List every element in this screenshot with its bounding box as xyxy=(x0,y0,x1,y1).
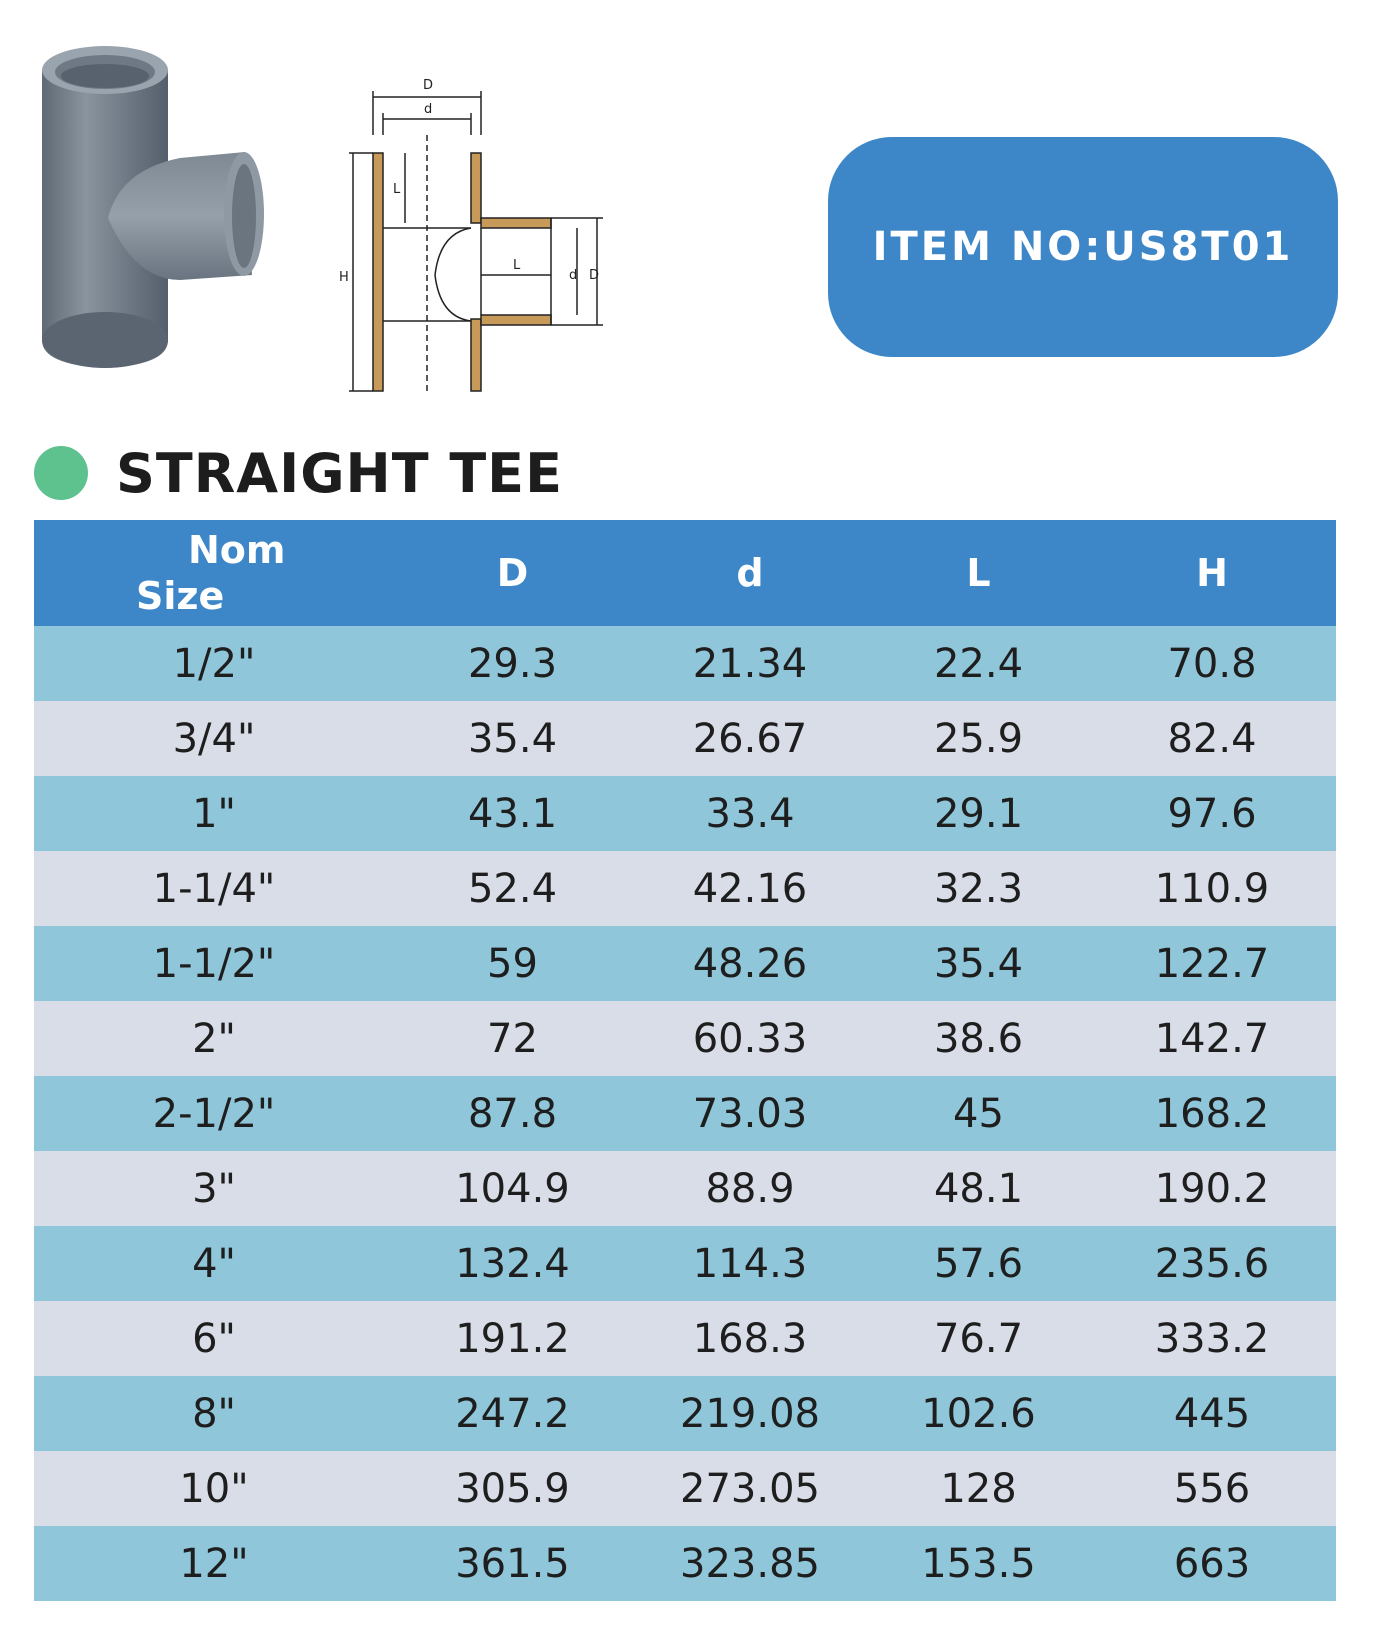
table-body xyxy=(34,626,1336,1601)
table-row xyxy=(34,1301,1336,1376)
table-cell: 82.4 xyxy=(1167,715,1257,762)
table-row xyxy=(34,1451,1336,1526)
table-cell: 22.4 xyxy=(933,640,1024,687)
table-header xyxy=(34,520,1336,626)
table-cell: 10" xyxy=(179,1465,249,1512)
drawing-label-d: d xyxy=(424,102,433,117)
table-cell: 2" xyxy=(192,1015,236,1062)
table-cell: 142.7 xyxy=(1154,1015,1270,1062)
table-row xyxy=(34,926,1336,1001)
page-title: STRAIGHT TEE xyxy=(116,441,563,505)
header-nom-line1: Nom xyxy=(188,528,286,572)
table-cell: 128 xyxy=(940,1465,1017,1512)
table-cell: 333.2 xyxy=(1154,1315,1270,1362)
table-cell: 168.3 xyxy=(692,1315,808,1362)
table-cell: 361.5 xyxy=(455,1540,570,1587)
product-photo xyxy=(30,40,290,390)
table-row xyxy=(34,776,1336,851)
table-cell: 235.6 xyxy=(1154,1240,1270,1287)
table-cell: 97.6 xyxy=(1167,790,1257,837)
drawing-label-D: D xyxy=(423,78,434,93)
table-cell: 48.26 xyxy=(692,940,808,987)
table-cell: 122.7 xyxy=(1154,940,1270,987)
table-cell: 35.4 xyxy=(933,940,1024,987)
table-cell: 38.6 xyxy=(933,1015,1024,1062)
title-row xyxy=(34,440,563,506)
table-cell: 72 xyxy=(487,1015,538,1062)
table-row xyxy=(34,1376,1336,1451)
table-cell: 273.05 xyxy=(680,1465,820,1512)
table-cell: 21.34 xyxy=(692,640,808,687)
item-number-box xyxy=(828,137,1338,357)
table-cell: 26.67 xyxy=(692,715,808,762)
header-D: D xyxy=(496,551,529,595)
table-cell: 102.6 xyxy=(921,1390,1036,1437)
table-cell: 59 xyxy=(487,940,538,987)
table-row xyxy=(34,1151,1336,1226)
table-cell: 219.08 xyxy=(680,1390,820,1437)
table-cell: 323.85 xyxy=(680,1540,820,1587)
table-cell: 48.1 xyxy=(933,1165,1024,1212)
table-cell: 305.9 xyxy=(455,1465,570,1512)
table-row xyxy=(34,1226,1336,1301)
table-cell: 2-1/2" xyxy=(152,1090,276,1137)
table-row xyxy=(34,1001,1336,1076)
table-cell: 42.16 xyxy=(692,865,808,912)
table-cell: 168.2 xyxy=(1154,1090,1270,1137)
bullet-dot-icon xyxy=(34,446,88,500)
drawing-label-L-branch: L xyxy=(513,258,521,273)
table-cell: 247.2 xyxy=(455,1390,570,1437)
table-cell: 88.9 xyxy=(705,1165,795,1212)
table-cell: 1" xyxy=(192,790,236,837)
table-cell: 445 xyxy=(1173,1390,1251,1437)
table-cell: 556 xyxy=(1173,1465,1251,1512)
table-cell: 6" xyxy=(192,1315,236,1362)
table-cell: 35.4 xyxy=(467,715,558,762)
table-row xyxy=(34,1076,1336,1151)
table-cell: 25.9 xyxy=(933,715,1024,762)
table-cell: 1/2" xyxy=(172,640,256,687)
header-L: L xyxy=(966,551,991,595)
drawing-label-D-branch: D xyxy=(589,268,600,283)
table-row xyxy=(34,701,1336,776)
table-row xyxy=(34,626,1336,701)
table-cell: 4" xyxy=(192,1240,236,1287)
table-cell: 76.7 xyxy=(933,1315,1024,1362)
table-cell: 132.4 xyxy=(455,1240,570,1287)
header-nom-line2: Size xyxy=(136,574,225,618)
table-cell: 73.03 xyxy=(692,1090,808,1137)
header-d: d xyxy=(736,551,764,595)
header-nom-size xyxy=(34,520,394,626)
table-cell: 3" xyxy=(192,1165,236,1212)
table-cell: 57.6 xyxy=(933,1240,1024,1287)
table-row xyxy=(34,851,1336,926)
drawing-label-L: L xyxy=(393,182,401,197)
spec-table xyxy=(34,520,1336,1601)
table-cell: 60.33 xyxy=(692,1015,808,1062)
table-cell: 663 xyxy=(1173,1540,1251,1587)
table-cell: 114.3 xyxy=(692,1240,808,1287)
table-cell: 70.8 xyxy=(1167,640,1257,687)
table-cell: 43.1 xyxy=(467,790,558,837)
table-cell: 190.2 xyxy=(1154,1165,1270,1212)
table-cell: 104.9 xyxy=(455,1165,570,1212)
table-cell: 87.8 xyxy=(467,1090,558,1137)
table-cell: 153.5 xyxy=(921,1540,1036,1587)
drawing-label-H: H xyxy=(339,270,349,285)
table-cell: 29.1 xyxy=(933,790,1024,837)
table-cell: 45 xyxy=(953,1090,1004,1137)
header-H: H xyxy=(1196,551,1228,595)
table-cell: 52.4 xyxy=(467,865,558,912)
item-number: ITEM NO:US8T01 xyxy=(872,224,1294,270)
table-cell: 1-1/2" xyxy=(152,940,276,987)
table-cell: 110.9 xyxy=(1154,865,1270,912)
table-cell: 29.3 xyxy=(467,640,558,687)
table-cell: 33.4 xyxy=(705,790,795,837)
technical-drawing xyxy=(339,75,635,415)
table-cell: 1-1/4" xyxy=(152,865,276,912)
table-cell: 191.2 xyxy=(455,1315,570,1362)
table-cell: 32.3 xyxy=(933,865,1024,912)
table-row xyxy=(34,1526,1336,1601)
table-cell: 8" xyxy=(192,1390,236,1437)
table-cell: 3/4" xyxy=(172,715,256,762)
table-cell: 12" xyxy=(179,1540,249,1587)
drawing-label-d-branch: d xyxy=(569,268,578,283)
